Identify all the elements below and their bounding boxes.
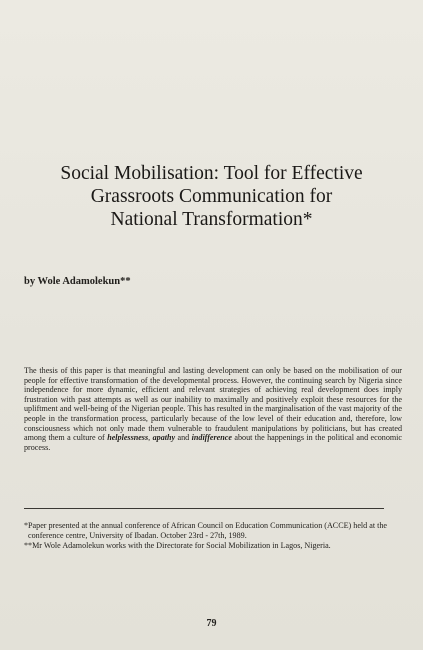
abstract-separator-1: , [148,433,153,443]
abstract-paragraph [24,366,402,452]
abstract-text-1: The thesis of this paper is that meaningful and lasting development can only be based on the mobilisation of our people for effective transformation of the developmental process. However, the continuing search by Nigeria since independence for more dynamic, efficient and relevant strategies of achieving real development does imply frustration with past attempts as well as our inability to maximally and positively exploit these resources for the upliftment and well-being of the Nigerian people. This has resulted in the marginalisation of the vast majority of the people in the transformation process, particularly because of the low level of their education and, therefore, low consciousness which not only made them vulnerable to fraudulent manipulations by politicians, but has created among them a culture of [24,366,402,443]
abstract-emphasis-apathy: apathy [152,433,176,443]
footnote-divider [24,508,384,509]
author-byline: by Wole Adamolekun** [24,276,131,287]
page-number: 79 [206,618,217,629]
abstract-emphasis-helplessness: helplessness [107,433,149,443]
footnote-mark: ** [24,541,33,551]
abstract-separator-2: and [175,433,192,443]
title-line-1: Social Mobilisation: Tool for Effective [60,163,363,184]
footnote-mark: * [24,521,29,530]
footnotes [24,521,390,552]
footnote-2 [24,541,390,551]
abstract-text-2: about the happenings in the political and economic process. [24,433,403,452]
abstract-emphasis-indifference: indifference [191,433,232,443]
footnote-text: Paper presented at the annual conference of African Council on Education Communication (ACCE) held at the conference centre, University of Ibadan. October 23rd - 27th, 1989. [28,521,387,540]
article-title [20,162,403,231]
footnote-1 [24,521,390,540]
title-line-2: Grassroots Communication for [90,186,333,207]
title-line-3: National Transformation* [110,209,313,230]
footnote-text: Mr Wole Adamolekun works with the Directorate for Social Mobilization in Lagos, Nigeria. [32,541,331,551]
